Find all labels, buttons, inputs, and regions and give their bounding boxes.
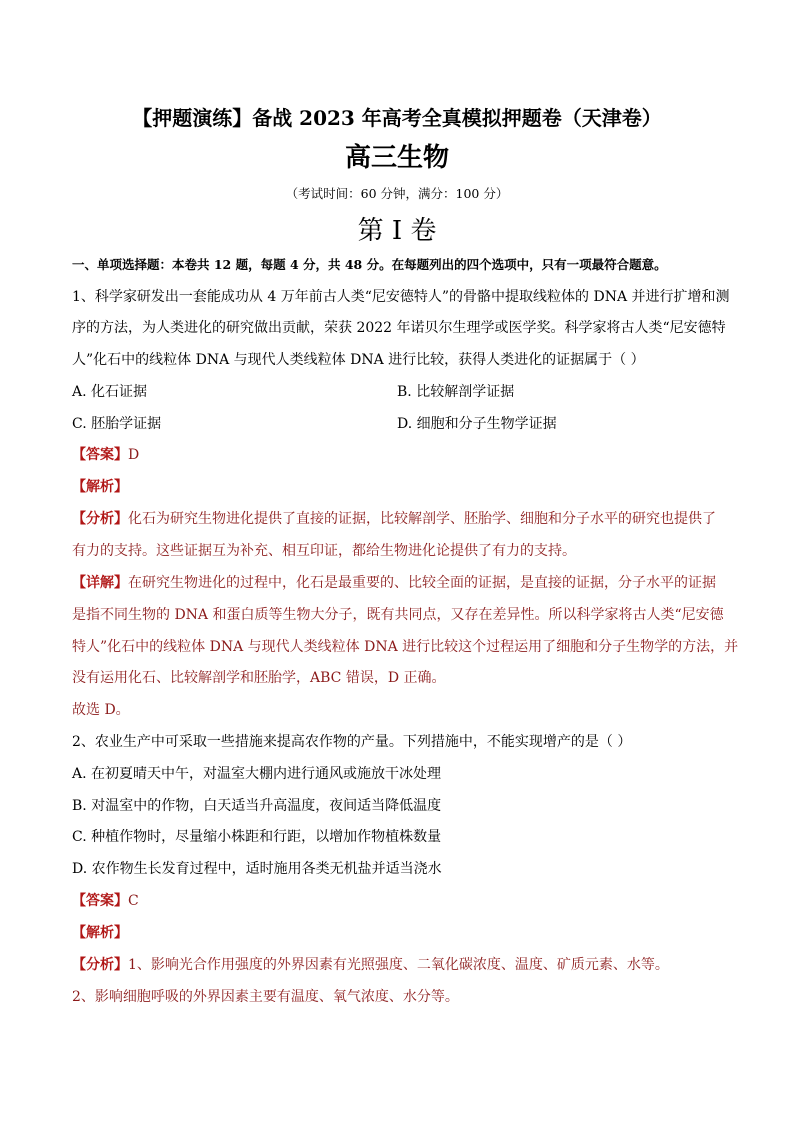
answer-value: D <box>128 447 140 463</box>
q1-fenxi-line-2: 有力的支持。这些证据互为补充、相互印证，都给生物进化论提供了有力的支持。 <box>72 543 576 559</box>
q2-fenxi-line-2: 2、影响细胞呼吸的外界因素主要有温度、氧气浓度、水分等。 <box>72 989 459 1005</box>
answer-tag: 【答案】 <box>72 447 128 463</box>
q1-option-d: D. 细胞和分子生物学证据 <box>397 416 557 432</box>
fenxi-tag: 【分析】 <box>72 957 128 973</box>
q2-option-c: C. 种植作物时，尽量缩小株距和行距，以增加作物植株数量 <box>72 829 442 845</box>
xiangjie-text: 在研究生物进化的过程中，化石是最重要的、比较全面的证据，是直接的证据，分子水平的证据 <box>128 575 716 591</box>
q2-option-a: A. 在初夏晴天中午，对温室大棚内进行通风或施放干冰处理 <box>72 766 442 782</box>
q1-fenxi-line-1 <box>72 509 724 529</box>
fenxi-text: 化石为研究生物进化提供了直接的证据，比较解剖学、胚胎学、细胞和分子水平的研究也提供了 <box>128 511 716 527</box>
q1-option-a: A. 化石证据 <box>72 384 148 400</box>
q1-xiangjie-line-2: 是指不同生物的 DNA 和蛋白质等生物大分子，既有共同点，又存在差异性。所以科学家将古人类“尼安德 <box>72 607 724 623</box>
subject-heading: 高三生物 <box>344 143 449 173</box>
q2-option-d: D. 农作物生长发育过程中，适时施用各类无机盐并适当浇水 <box>72 861 442 877</box>
q1-stem-line-1: 1、科学家研发出一套能成功从 4 万年前古人类“尼安德特人”的骨骼中提取线粒体的 DNA 并进行扩增和测 <box>72 289 730 305</box>
fenxi-tag: 【分析】 <box>72 511 128 527</box>
q1-stem-line-2: 序的方法，为人类进化的研究做出贡献，荣获 2022 年诺贝尔生理学或医学奖。科学家将古人类“尼安德特 <box>72 320 726 336</box>
fenxi-text: 1、影响光合作用强度的外界因素有光照强度、二氧化碳浓度、温度、矿质元素、水等。 <box>128 957 669 973</box>
analysis-tag: 【解析】 <box>72 925 128 941</box>
section-instruction: 一、单项选择题：本卷共 12 题，每题 4 分，共 48 分。在每题列出的四个选项中，只有一项最符合题意。 <box>72 257 667 272</box>
q1-xiangjie-line-1 <box>72 573 724 593</box>
answer-value: C <box>128 893 139 909</box>
q1-analysis-heading <box>72 477 724 497</box>
q2-answer <box>72 891 724 911</box>
q2-option-b: B. 对温室中的作物，白天适当升高温度，夜间适当降低温度 <box>72 798 442 814</box>
q1-answer <box>72 445 724 465</box>
answer-tag: 【答案】 <box>72 893 128 909</box>
exam-info: （考试时间：60 分钟，满分：100 分） <box>285 186 509 201</box>
q1-xiangjie-line-4: 没有运用化石、比较解剖学和胚胎学，ABC 错误，D 正确。 <box>72 670 446 686</box>
xiangjie-tag: 【详解】 <box>72 575 128 591</box>
volume-heading: 第 I 卷 <box>357 216 437 246</box>
analysis-tag: 【解析】 <box>72 479 128 495</box>
exam-title: 【押题演练】备战 2023 年高考全真模拟押题卷（天津卷） <box>132 106 662 130</box>
q1-option-b: B. 比较解剖学证据 <box>397 384 515 400</box>
q2-fenxi-line-1 <box>72 955 724 975</box>
q2-stem: 2、农业生产中可采取一些措施来提高农作物的产量。下列措施中，不能实现增产的是（ ） <box>72 734 632 750</box>
q1-option-c: C. 胚胎学证据 <box>72 416 162 432</box>
q1-conclusion: 故选 D。 <box>72 702 130 718</box>
q1-stem-line-3: 人”化石中的线粒体 DNA 与现代人类线粒体 DNA 进行比较，获得人类进化的证据属于（ ） <box>72 352 645 368</box>
q1-xiangjie-line-3: 特人”化石中的线粒体 DNA 与现代人类线粒体 DNA 进行比较这个过程运用了细胞和分子生物学的方法，并 <box>72 639 739 655</box>
q2-analysis-heading <box>72 923 724 943</box>
